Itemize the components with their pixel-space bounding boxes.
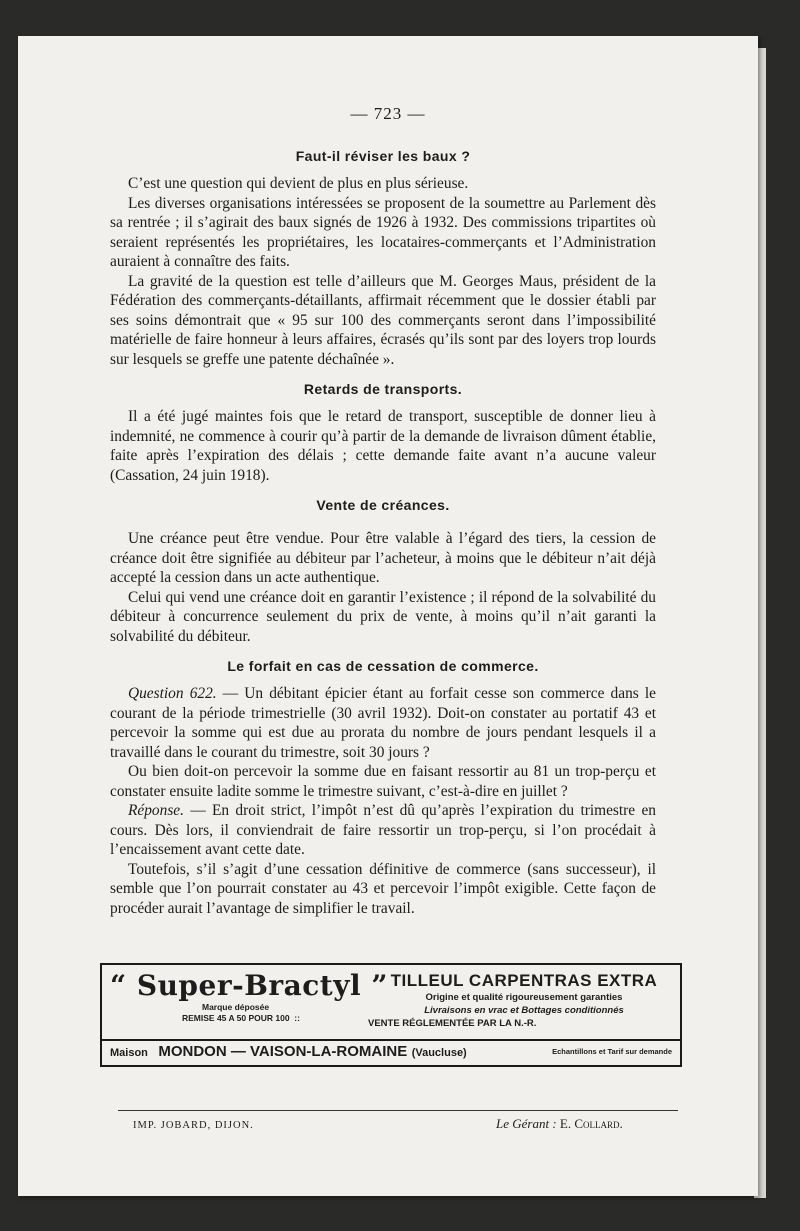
document-page	[18, 36, 758, 1196]
delivery-line: Livraisons en vrac et Bottages conditionnés	[424, 1005, 624, 1016]
advertisement-box	[100, 963, 682, 1067]
section-heading: Vente de créances.	[316, 497, 450, 513]
reponse-label: Réponse.	[128, 802, 184, 819]
ad-product-block	[368, 971, 674, 1030]
question-paragraph: Question 622. — Un débitant épicier étant au forfait cesse son commerce dans le courant de la période trimestrielle (30 avril 1932). Doit-on constater au portatif 43 et percevoir la somme qui est due au prorata du nombre de jours pendant lesquels il a travaillé dans le courant du trimestre, soit 30 jours ?	[110, 685, 656, 761]
paragraph: Toutefois, s’il s’agit d’une cessation définitive de commerce (sans successeur), il semble que l’on pourrait constater au 43 et percevoir l’impôt exigible. Cette façon de procéder aurait l’avantage de simplifier le travail.	[110, 860, 656, 917]
origin-line: Origine et qualité rigoureusement garanties	[425, 992, 623, 1003]
manager-credit: Le Gérant : E. Collard.	[496, 1116, 623, 1131]
ad-divider	[102, 1039, 680, 1041]
section-heading: Le forfait en cas de cessation de commerce.	[227, 658, 539, 674]
reponse-paragraph: Réponse. — En droit strict, l’impôt n’est dû qu’après l’expiration du trimestre en cours. Dès lors, il conviendrait de faire ressortir un trop-perçu, si l’on procédait à l’encaissement avant cette date.	[110, 802, 656, 858]
ad-brand-block	[110, 969, 388, 1024]
paragraph: Ou bien doit-on percevoir la somme due en faisant ressortir au 81 un trop-perçu et constater ensuite ladite somme le trimestre suivant, c’est-à-dire en juillet ?	[110, 763, 656, 800]
section-heading: Retards de transports.	[303, 381, 463, 397]
paragraph: La gravité de la question est telle d’ailleurs que M. Georges Maus, président de la Fédération des commerçants-détaillants, affirmait récemment que le dossier établi par ses soins démontrait que « 95 sur 100 des commerçants seront dans l’impossibilité matérielle de faire honneur à leurs affaires, écrasés qu’ils sont par des loyers trop lourds sur lesquels se greffe une patente déchaînée ».	[110, 272, 656, 368]
trademark-note: Marque déposée	[202, 1002, 270, 1012]
footer-rule	[118, 1110, 678, 1111]
paragraph: C’est une question qui devient de plus en plus sérieuse.	[128, 175, 469, 192]
paragraph: Celui qui vend une créance doit en garantir l’existence ; il répond de la solvabilité du débiteur à concurrence seulement du prix de vente, à moins qu’il n’ait garanti la solvabilité du débiteur.	[110, 588, 656, 645]
section-heading: Faut-il réviser les baux ?	[295, 148, 471, 164]
regulation-line: VENTE RÉGLEMENTÉE PAR LA N.-R.	[368, 1018, 537, 1029]
page-number: — 723 —	[350, 104, 426, 123]
product-title: TILLEUL CARPENTRAS EXTRA	[390, 971, 658, 990]
samples-note: Echantillons et Tarif sur demande	[552, 1047, 672, 1056]
paragraph: Une créance peut être vendue. Pour être valable à l’égard des tiers, la cession de créance doit être signifiée au débiteur par l’acheteur, à moins que le débiteur n’ait déjà accepté la cession dans un acte authentique.	[110, 530, 656, 586]
discount-line: REMISE 45 A 50 POUR 100 ::	[182, 1013, 300, 1023]
brand-name: “ Super-Bractyl ”	[110, 969, 388, 1002]
company-name: MONDON — VAISON-LA-ROMAINE	[158, 1043, 408, 1060]
printer-credit: IMP. JOBARD, DIJON.	[133, 1120, 254, 1131]
article-body	[110, 148, 656, 918]
paragraph: Les diverses organisations intéressées se proposent de la soumettre au Parlement dès sa rentrée ; il s’agirait des baux signés de 1926 à 1932. Des commissions tripartites où seraient représentés les propriétaires, les locataires-commerçants et l’Administration auraient à connaître des faits.	[110, 194, 656, 270]
question-label: Question 622.	[128, 685, 217, 702]
ad-address-line: Maison MONDON — VAISON-LA-ROMAINE (Vaucluse) Echantillons et Tarif sur demande	[110, 1043, 672, 1060]
paragraph: Il a été jugé maintes fois que le retard de transport, susceptible de donner lieu à indemnité, ne commence à courir qu’à partir de la demande de livraison dûment établie, faite après l’expiration des délais ; cette demande faite avant n’a aucune valeur (Cassation, 24 juin 1918).	[110, 408, 656, 484]
